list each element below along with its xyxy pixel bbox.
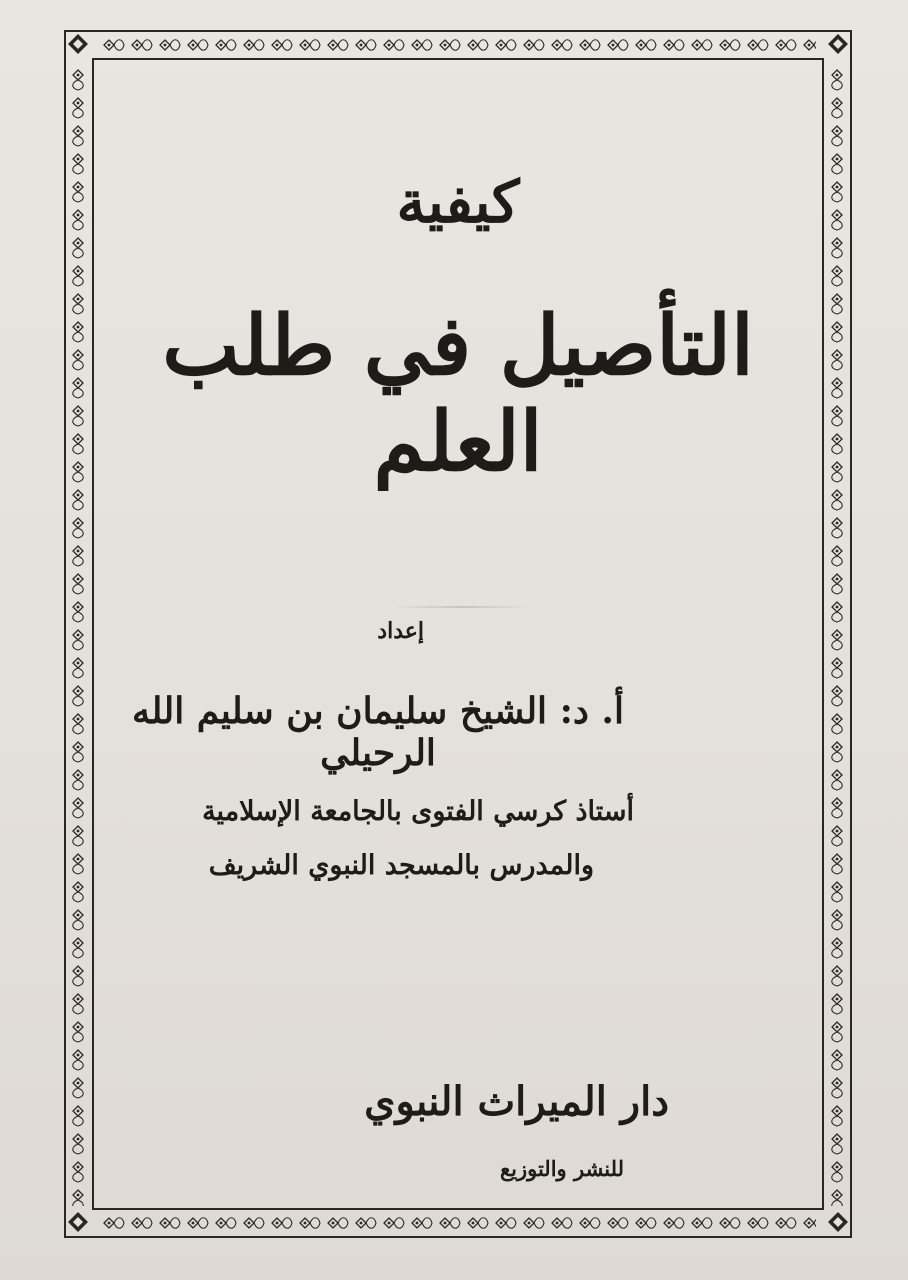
author-description-line-1: أستاذ كرسي الفتوى بالجامعة الإسلامية	[202, 796, 634, 827]
corner-diamond-icon	[66, 1210, 90, 1234]
ornamental-border-right	[826, 66, 848, 1206]
corner-diamond-icon	[826, 1210, 850, 1234]
ornamental-border-bottom	[100, 1212, 816, 1234]
publisher-subtitle: للنشر والتوزيع	[499, 1156, 624, 1181]
publisher-name: دار الميراث النبوي	[364, 1078, 669, 1125]
title-line-2: التأصيل في طلب العلم	[162, 298, 754, 490]
author-description-line-2: والمدرس بالمسجد النبوي الشريف	[208, 850, 594, 881]
corner-diamond-icon	[826, 32, 850, 56]
ornamental-border-top	[100, 34, 816, 56]
faint-divider	[392, 606, 532, 608]
title-page-content	[92, 58, 824, 1210]
title-line-1: كيفية	[396, 168, 520, 236]
author-name: أ. د: الشيخ سليمان بن سليم الله الرحيلي	[132, 690, 624, 774]
prepared-by-label: إعداد	[377, 618, 424, 644]
ornamental-border-left	[67, 66, 89, 1206]
corner-diamond-icon	[66, 32, 90, 56]
